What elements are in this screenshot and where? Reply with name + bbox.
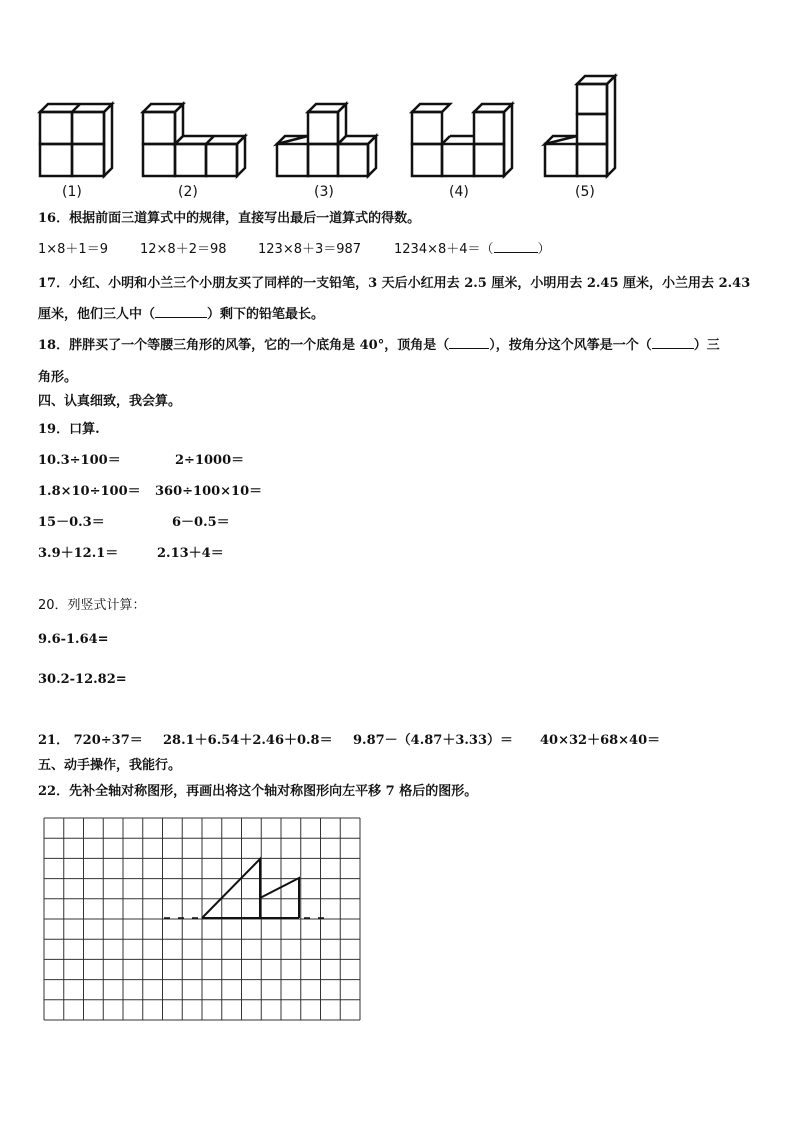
q19-item-3b: 6－0.5＝ [172,515,230,530]
cube-figures [0,0,794,205]
q16-eq-4-close: ） [537,242,551,257]
q18-line-1a: 18．胖胖买了一个等腰三角形的风筝，它的一个底角是 40°，顶角是（ [38,338,450,353]
q18-line-1 [38,334,720,353]
q17-line-2b: ）剩下的铅笔最长。 [207,307,325,322]
q18-line-1b: ），按角分这个风筝是一个（ [489,338,652,353]
cube-label-5: (5) [575,184,595,200]
q21-item-1: 21． 720÷37＝ [38,733,143,748]
cube-label-2: (2) [178,184,198,200]
q19-item-4b: 2.13＋4＝ [157,546,224,561]
q20-item-2: 30.2-12.82= [38,672,127,687]
q16-eq-1: 1×8＋1＝9 [38,242,108,257]
q17-line-1: 17．小红、小明和小兰三个小朋友买了同样的一支铅笔，3 天后小红用去 2.5 厘米，小明用去 2.45 厘米，小兰用去 2.43 [38,276,751,291]
section-5-title: 五、动手操作，我能行。 [38,758,182,773]
q19-item-1a: 10.3÷100＝ [38,453,121,468]
q22-prompt: 22．先补全轴对称图形，再画出将这个轴对称图形向左平移 7 格后的图形。 [38,784,478,799]
q19-item-1b: 2÷1000＝ [175,453,245,468]
cube-figure-5 [545,76,615,176]
q16-eq-2: 12×8＋2＝98 [140,242,227,257]
q21-item-4: 40×32＋68×40＝ [540,733,661,748]
q20-item-1: 9.6-1.64= [38,632,109,647]
cube-label-1: (1) [62,184,82,200]
cube-figure-2 [143,104,245,176]
q17-answer-blank[interactable] [155,305,207,318]
q18-type-blank[interactable] [652,336,694,349]
q19-title: 19．口算. [38,422,100,437]
q18-apex-blank[interactable] [449,336,489,349]
q17-line-2 [38,303,324,322]
cube-label-3: (3) [314,184,334,200]
q19-item-2b: 360÷100×10＝ [155,484,263,499]
partial-shape [202,859,299,918]
section-4-title: 四、认真细致，我会算。 [38,394,182,409]
q21-item-3: 9.87－（4.87＋3.33）＝ [353,733,513,748]
q16-eq-4-text: 1234×8＋4＝（ [394,242,494,257]
grid-figure [42,816,362,1022]
q18-line-1c: ）三 [693,338,720,353]
q20-title: 20．列竖式计算： [38,598,146,613]
q16-prompt: 16．根据前面三道算式中的规律，直接写出最后一道算式的得数。 [38,211,421,226]
q19-item-3a: 15－0.3＝ [38,515,105,530]
q16-eq-3: 123×8＋3＝987 [258,242,362,257]
q17-line-2a: 厘米，他们三人中（ [38,307,156,322]
q16-eq-4 [394,238,551,257]
q21-item-2: 28.1＋6.54＋2.46＋0.8＝ [163,733,333,748]
q16-answer-blank[interactable] [494,240,538,253]
cube-figure-4 [412,104,512,176]
cube-figure-3 [277,104,376,176]
q19-item-4a: 3.9＋12.1＝ [38,546,119,561]
q19-item-2a: 1.8×10÷100＝ [38,484,141,499]
q18-line-2: 角形。 [38,370,78,385]
cube-label-4: (4) [449,184,469,200]
cube-figure-1 [40,104,112,176]
